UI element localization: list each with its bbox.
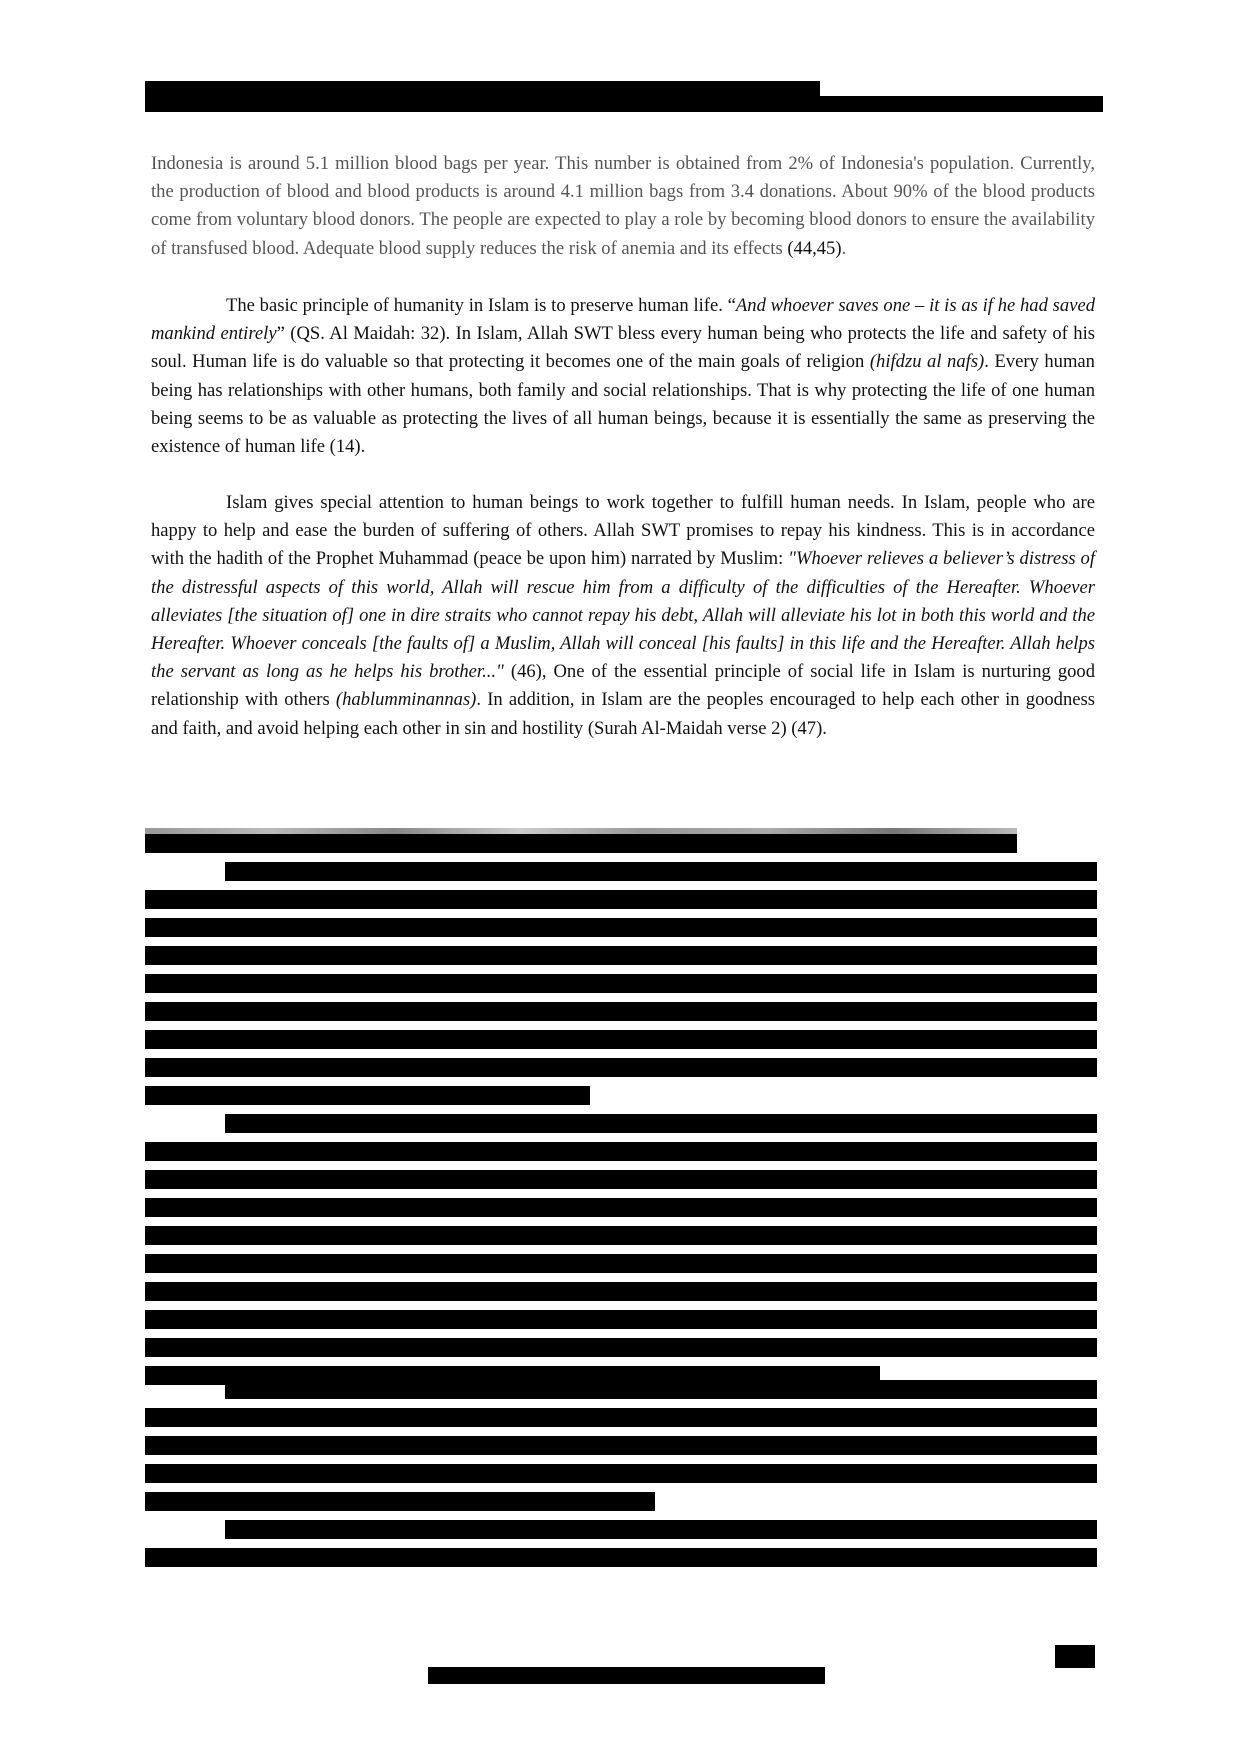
italic-text: "Whoever relieves a believer’s distress of the distressful aspects of this world, Allah will rescue him from a difficulty of the difficulties of the Hereafter. Whoever alleviates [the situation of] one in dire straits who cannot repay his debt, Allah will alleviate his lot in both this world and the Hereafter. Whoever conceals [the faults of] a Muslim, Allah will conceal [his faults] in this life and the Hereafter. Allah helps the servant as long as he helps his brother..."	[151, 548, 1095, 683]
redacted-line	[225, 1380, 1097, 1399]
redacted-line	[145, 1058, 1097, 1077]
redacted-line	[145, 1338, 1097, 1357]
running-header-redacted	[145, 81, 820, 97]
redacted-line	[145, 946, 1097, 965]
redacted-line	[145, 890, 1097, 909]
redacted-line	[225, 862, 1097, 881]
redacted-line	[145, 1408, 1097, 1427]
running-header-redacted-underline	[145, 96, 1103, 112]
text-run: The basic principle of humanity in Islam is to preserve human life. “	[226, 295, 736, 316]
redacted-line	[145, 918, 1097, 937]
paragraph-preserve-life	[151, 292, 1095, 461]
redacted-line	[145, 1226, 1097, 1245]
page-number-redacted	[1055, 1645, 1095, 1668]
footer-redacted	[428, 1667, 825, 1684]
italic-text: (hifdzu al nafs)	[869, 351, 985, 373]
redacted-line	[145, 1548, 1097, 1567]
text-run: Islam gives special attention to human beings to work together to fulfill human needs. In Islam, people who are happy to help and ease the burden of suffering of others. Allah SWT promises to repay his kindness. This is in accordance with the hadith of the Prophet Muhammad (peace be upon him) narrated by Muslim:	[151, 492, 1095, 570]
redacted-line	[145, 1142, 1097, 1161]
paragraph-mutual-help	[151, 489, 1095, 743]
text-run: ” (QS. Al Maidah: 32). In Islam, Allah SWT bless every human being who protects the life and safety of his soul. Human life is do valuable so that protecting it becomes one of the main goals of religion	[151, 323, 1095, 373]
redacted-line	[225, 1114, 1097, 1133]
italic-text: (hablumminannas)	[335, 689, 477, 711]
redacted-line	[145, 1170, 1097, 1189]
redacted-line	[145, 1030, 1097, 1049]
text-run: Indonesia is around 5.1 million blood bags per year. This number is obtained from 2% of Indonesia's population. Currently, the production of blood and blood products is around 4.1 million bags from 3.4 donations. About 90% of the blood products come from voluntary blood donors. The people are expected to play a role by becoming blood donors to ensure the availability of transfused blood. Adequate blood supply reduces the risk of anemia and its effects	[151, 153, 1095, 259]
italic-text: And whoever saves one – it is as if he had saved mankind entirely	[151, 295, 1095, 345]
redacted-line	[145, 974, 1097, 993]
redacted-line	[145, 1492, 655, 1511]
redacted-line	[145, 1464, 1097, 1483]
redacted-line	[145, 1282, 1097, 1301]
text-run: (46), One of the essential principle of social life in Islam is nurturing good relationship with others	[151, 661, 1096, 711]
text-run: .	[841, 237, 847, 259]
redacted-section	[145, 828, 1097, 1600]
redacted-line	[145, 1436, 1097, 1455]
paragraph-blood-supply	[151, 150, 1095, 263]
redacted-line	[225, 1520, 1097, 1539]
redacted-line	[145, 834, 1017, 853]
text-run: . In addition, in Islam are the peoples encouraged to help each other in goodness and faith, and avoid helping each other in sin and hostility (Surah Al-Maidah verse 2) (47).	[151, 689, 1095, 739]
redacted-line	[145, 1086, 590, 1105]
redacted-line	[145, 1310, 1097, 1329]
redacted-line	[145, 1254, 1097, 1273]
redacted-line	[145, 1002, 1097, 1021]
citation: (44,45)	[787, 237, 842, 259]
text-run: . Every human being has relationships with other humans, both family and social relationships. That is why protecting the life of one human being seems to be as valuable as protecting the lives of all human beings, because it is essentially the same as preserving the existence of human life (14).	[151, 351, 1095, 458]
redacted-line	[145, 1198, 1097, 1217]
